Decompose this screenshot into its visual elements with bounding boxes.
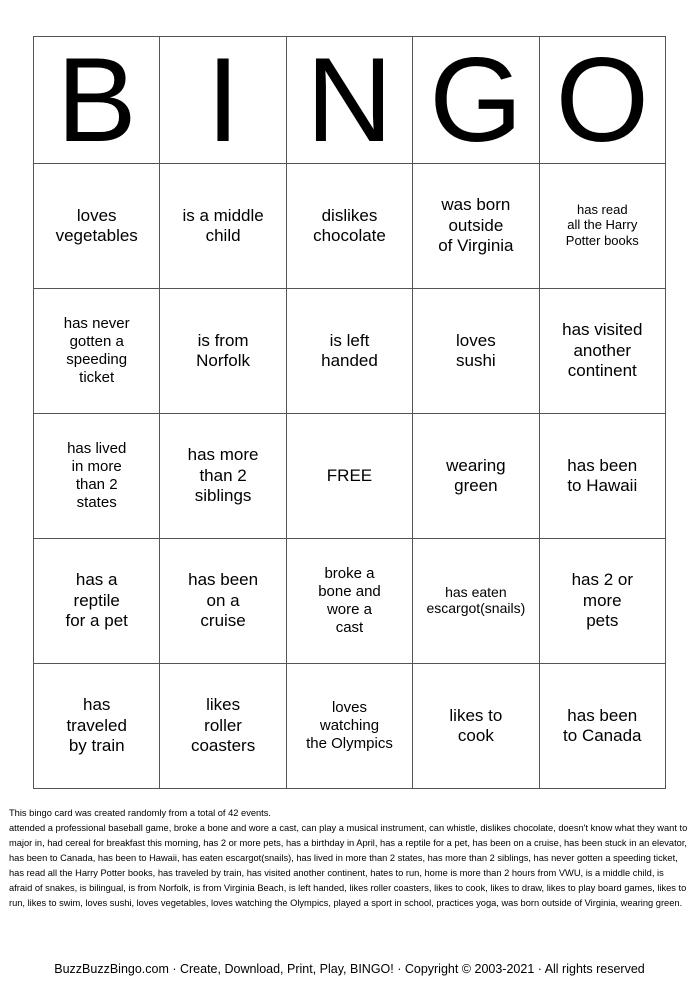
card-row	[34, 414, 666, 539]
cell-text: was born outside of Virginia	[438, 195, 514, 256]
card-cell	[539, 289, 665, 414]
event-count-intro: This bingo card was created randomly from a total of 42 events.	[9, 808, 271, 818]
card-cell	[160, 289, 286, 414]
card-cell	[286, 664, 412, 789]
cell-text: has been to Canada	[563, 705, 642, 745]
card-cell	[413, 539, 539, 664]
cell-text: dislikes chocolate	[313, 205, 386, 245]
header-letter-o: O	[539, 37, 665, 164]
copyright-footer: BuzzBuzzBingo.com · Create, Download, Print, Play, BINGO! · Copyright © 2003-2021 · All rights reserved	[54, 962, 645, 976]
card-cell	[539, 164, 665, 289]
free-space-cell	[286, 414, 412, 539]
card-cell	[160, 539, 286, 664]
card-row	[34, 164, 666, 289]
card-cell	[539, 414, 665, 539]
free-space-text: FREE	[326, 465, 373, 485]
card-row	[34, 539, 666, 664]
card-cell	[160, 414, 286, 539]
header-row	[34, 37, 666, 164]
cell-text: has eaten escargot(snails)	[426, 583, 526, 617]
cell-text: likes to cook	[449, 705, 503, 745]
cell-text: is from Norfolk	[196, 330, 251, 370]
cell-text: is left handed	[321, 330, 378, 370]
card-cell	[34, 539, 160, 664]
card-cell	[539, 539, 665, 664]
cell-text: loves watching the Olympics	[306, 698, 393, 752]
cell-text: has traveled by train	[66, 695, 127, 756]
card-cell	[413, 164, 539, 289]
card-row	[34, 664, 666, 789]
card-cell	[160, 164, 286, 289]
card-cell	[413, 289, 539, 414]
card-cell	[160, 664, 286, 789]
bingo-card	[33, 33, 666, 789]
cell-text: loves vegetables	[55, 205, 138, 245]
header-letter-i: I	[160, 37, 286, 164]
card-cell	[34, 164, 160, 289]
cell-text: has 2 or more pets	[571, 570, 633, 631]
header-letter-n: N	[286, 37, 412, 164]
cell-text: has been to Hawaii	[567, 455, 638, 495]
header-letter-g: G	[413, 37, 539, 164]
event-list-text: attended a professional baseball game, broke a bone and wore a cast, can play a musical instrument, can whistle, dislikes chocolate, doesn't know what they want to major in, had cereal for breakfast this morning, has 2 or more pets, has a birthday in April, has a reptile for a pet, has been on a cruise, has been stuck in an elevator, has been to Canada, has been to Hawaii, has eaten escargot(snails), has lived in more than 2 states, has more than 2 siblings, has never gotten a speeding ticket, has read all the Harry Potter books, has traveled by train, has visited another continent, hates to run, home is more than 2 hours from VWU, is a middle child, is afraid of snakes, is bilingual, is from Norfolk, is from Virginia Beach, is left handed, likes roller coasters, likes to cook, likes to draw, likes to play board games, likes to run, likes to swim, loves sushi, loves vegetables, loves watching the Olympics, played a sport in school, practices yoga, was born outside of Virginia, wearing green.	[9, 823, 688, 908]
card-cell	[34, 664, 160, 789]
card-cell	[539, 664, 665, 789]
cell-text: has been on a cruise	[188, 570, 259, 631]
cell-text: has read all the Harry Potter books	[565, 201, 639, 248]
card-cell	[413, 414, 539, 539]
card-cell	[34, 289, 160, 414]
cell-text: has lived in more than 2 states	[67, 439, 127, 511]
cell-text: loves sushi	[456, 330, 496, 370]
cell-text: has never gotten a speeding ticket	[63, 314, 130, 386]
card-cell	[286, 539, 412, 664]
card-row	[34, 289, 666, 414]
cell-text: wearing green	[446, 455, 506, 495]
cell-text: has more than 2 siblings	[187, 445, 259, 506]
card-cell	[286, 289, 412, 414]
cell-text: is a middle child	[182, 205, 264, 245]
card-cell	[34, 414, 160, 539]
cell-text: has a reptile for a pet	[65, 570, 128, 631]
header-letter-b: B	[34, 37, 160, 164]
cell-text: broke a bone and wore a cast	[318, 564, 381, 636]
cell-text: likes roller coasters	[190, 695, 256, 756]
card-cell	[413, 664, 539, 789]
cell-text: has visited another continent	[562, 320, 643, 381]
card-cell	[286, 164, 412, 289]
event-list-note	[9, 806, 689, 911]
